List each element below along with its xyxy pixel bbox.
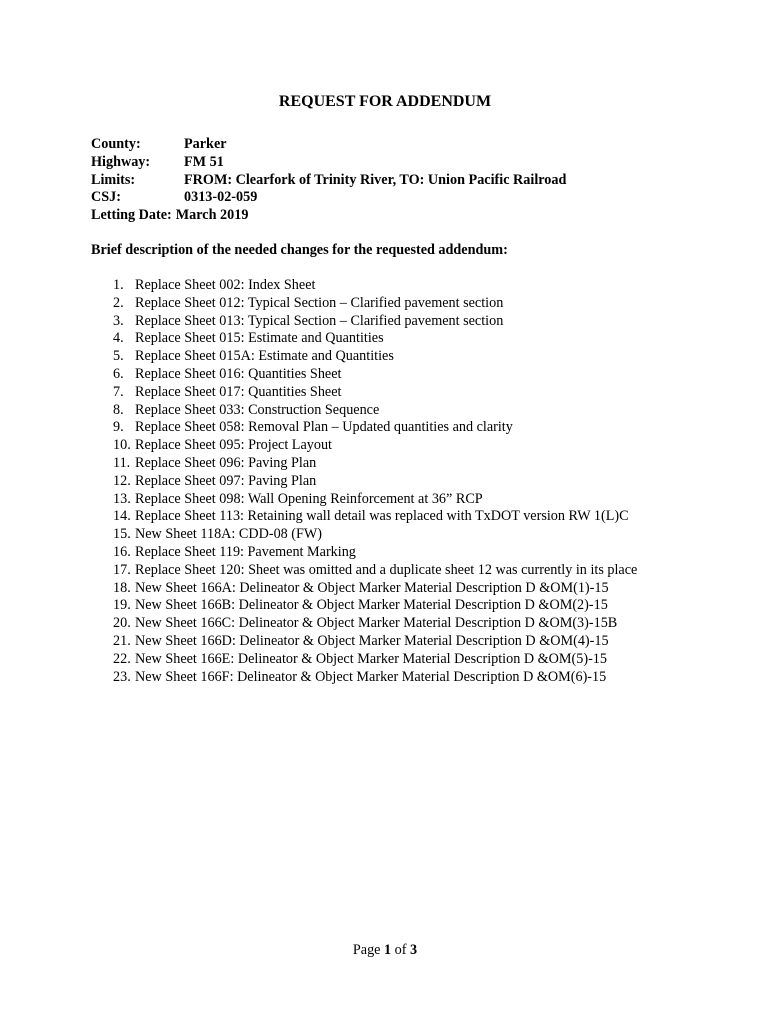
list-item xyxy=(113,277,637,295)
list-item-number: 19. xyxy=(113,597,131,614)
list-item xyxy=(113,419,637,437)
list-item-text: New Sheet 166A: Delineator & Object Marker Material Description D &OM(1)-15 xyxy=(135,579,609,596)
list-item-number: 2. xyxy=(113,294,124,311)
list-item-text: Replace Sheet 113: Retaining wall detail was replaced with TxDOT version RW 1(L)C xyxy=(135,508,629,525)
list-item-text: Replace Sheet 017: Quantities Sheet xyxy=(135,383,342,400)
list-item xyxy=(113,313,637,331)
highway-row xyxy=(91,154,566,172)
list-item-number: 3. xyxy=(113,312,124,329)
list-item xyxy=(113,580,637,598)
list-item xyxy=(113,295,637,313)
list-item-text: Replace Sheet 002: Index Sheet xyxy=(135,277,316,293)
changes-list xyxy=(113,277,637,686)
list-item xyxy=(113,437,637,455)
page-of: of xyxy=(394,942,407,958)
list-item-number: 20. xyxy=(113,615,131,632)
list-item-text: New Sheet 166B: Delineator & Object Marker Material Description D &OM(2)-15 xyxy=(135,597,608,614)
list-item-number: 4. xyxy=(113,330,124,347)
list-item xyxy=(113,348,637,366)
county-label: County: xyxy=(91,136,141,152)
limits-value: FROM: Clearfork of Trinity River, TO: Union Pacific Railroad xyxy=(184,171,567,188)
list-item-text: Replace Sheet 058: Removal Plan – Updated quantities and clarity xyxy=(135,419,513,436)
letting-date-value: March 2019 xyxy=(175,207,249,224)
letting-date-label: Letting Date: xyxy=(91,207,172,224)
county-row xyxy=(91,136,566,154)
list-item xyxy=(113,384,637,402)
list-item xyxy=(113,633,637,651)
list-item-number: 7. xyxy=(113,383,124,400)
list-item xyxy=(113,455,637,473)
list-item-text: Replace Sheet 015: Estimate and Quantities xyxy=(135,330,384,347)
project-info xyxy=(91,136,566,225)
list-item-number: 23. xyxy=(113,668,131,685)
county-value: Parker xyxy=(184,136,227,152)
limits-row xyxy=(91,172,566,190)
list-item-number: 11. xyxy=(113,454,131,471)
list-item-text: New Sheet 166D: Delineator & Object Marker Material Description D &OM(4)-15 xyxy=(135,632,609,649)
list-item-number: 6. xyxy=(113,365,124,382)
list-item xyxy=(113,508,637,526)
list-item-number: 5. xyxy=(113,348,124,365)
highway-label: Highway: xyxy=(91,153,151,170)
list-item-number: 15. xyxy=(113,526,131,543)
page-current: 1 xyxy=(384,942,392,958)
brief-heading: Brief description of the needed changes for the requested addendum: xyxy=(91,242,508,258)
list-item xyxy=(113,597,637,615)
list-item-number: 12. xyxy=(113,472,131,489)
list-item-text: Replace Sheet 015A: Estimate and Quantities xyxy=(135,348,394,365)
list-item xyxy=(113,526,637,544)
list-item xyxy=(113,669,637,687)
list-item xyxy=(113,562,637,580)
list-item-number: 22. xyxy=(113,650,131,667)
list-item-number: 1. xyxy=(113,277,124,293)
list-item xyxy=(113,615,637,633)
document-title: REQUEST FOR ADDENDUM xyxy=(278,93,492,110)
list-item-text: New Sheet 118A: CDD-08 (FW) xyxy=(135,526,323,543)
list-item-text: Replace Sheet 095: Project Layout xyxy=(135,437,332,454)
list-item-number: 9. xyxy=(113,419,124,436)
list-item-text: Replace Sheet 120: Sheet was omitted and a duplicate sheet 12 was currently in its place xyxy=(135,561,638,578)
list-item-text: Replace Sheet 097: Paving Plan xyxy=(135,472,317,489)
csj-row xyxy=(91,189,566,207)
list-item xyxy=(113,366,637,384)
list-item-number: 14. xyxy=(113,508,131,525)
list-item xyxy=(113,473,637,491)
list-item-number: 10. xyxy=(113,437,131,454)
list-item-text: Replace Sheet 033: Construction Sequence xyxy=(135,401,380,418)
list-item-number: 13. xyxy=(113,490,131,507)
list-item-number: 18. xyxy=(113,579,131,596)
list-item-text: Replace Sheet 098: Wall Opening Reinforcement at 36” RCP xyxy=(135,490,483,507)
list-item-text: Replace Sheet 119: Pavement Marking xyxy=(135,543,356,560)
list-item-text: New Sheet 166F: Delineator & Object Marker Material Description D &OM(6)-15 xyxy=(135,668,607,685)
list-item xyxy=(113,330,637,348)
limits-label: Limits: xyxy=(91,171,136,188)
highway-value: FM 51 xyxy=(184,153,224,170)
csj-value: 0313-02-059 xyxy=(184,189,258,206)
list-item-number: 8. xyxy=(113,401,124,418)
list-item-number: 16. xyxy=(113,543,131,560)
list-item-text: Replace Sheet 013: Typical Section – Clarified pavement section xyxy=(135,312,504,329)
list-item xyxy=(113,544,637,562)
list-item-text: Replace Sheet 012: Typical Section – Clarified pavement section xyxy=(135,294,504,311)
list-item-number: 21. xyxy=(113,632,131,649)
csj-label: CSJ: xyxy=(91,189,121,206)
list-item-text: Replace Sheet 096: Paving Plan xyxy=(135,454,317,471)
list-item-number: 17. xyxy=(113,561,131,578)
list-item xyxy=(113,491,637,509)
page-footer xyxy=(0,942,770,959)
page-total: 3 xyxy=(410,942,418,958)
list-item-text: New Sheet 166C: Delineator & Object Marker Material Description D &OM(3)-15B xyxy=(135,615,618,632)
list-item-text: Replace Sheet 016: Quantities Sheet xyxy=(135,365,342,382)
page-prefix: Page xyxy=(352,942,381,958)
letting-date-row xyxy=(91,207,566,225)
list-item xyxy=(113,651,637,669)
list-item xyxy=(113,402,637,420)
list-item-text: New Sheet 166E: Delineator & Object Marker Material Description D &OM(5)-15 xyxy=(135,650,607,667)
